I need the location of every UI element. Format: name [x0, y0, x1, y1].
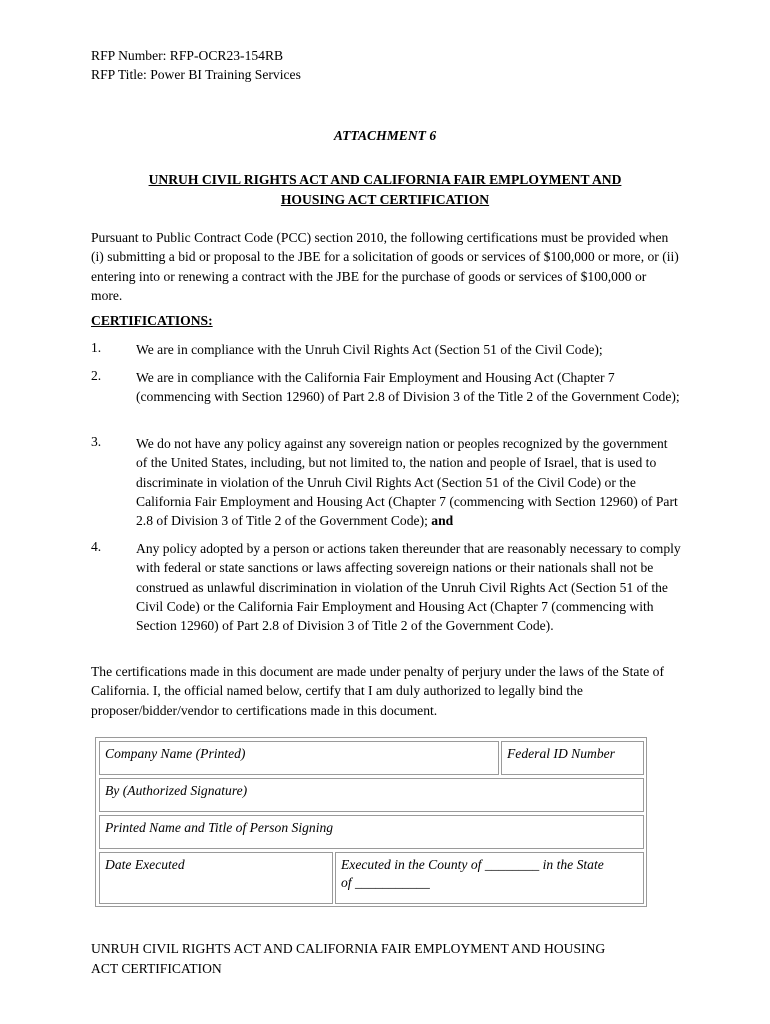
- rfp-header: [91, 46, 301, 84]
- rfp-number: RFP Number: RFP-OCR23-154RB: [91, 48, 284, 63]
- certification-item-2: [91, 368, 681, 407]
- item-number: 1.: [91, 340, 102, 355]
- federal-id-field[interactable]: [501, 741, 644, 775]
- certification-item-3: [91, 434, 681, 530]
- printed-name-label: Printed Name and Title of Person Signing: [105, 820, 334, 835]
- rfp-title: RFP Title: Power BI Training Services: [91, 67, 301, 82]
- date-executed-field[interactable]: [99, 852, 333, 904]
- certification-item-1: [91, 340, 681, 359]
- item-suffix: and: [431, 513, 454, 529]
- item-text: We do not have any policy against any sovereign nation or peoples recognized by the government of the United States, including, but not limited to, the nation and people of Israel, that is used to discriminate in violation of the Unruh Civil Rights Act (Section 51 of the Civil Code) or the California Fair Employment and Housing Act (Chapter 7 (commencing with Section 12960) of Part 2.8 of Division 3 of Title 2 of the Government Code);: [136, 436, 678, 529]
- closing-paragraph: The certifications made in this document are made under penalty of perjury under the laws of the State of California. I, the official named below, certify that I am duly authorized to legally bind the proposer/bidder/vendor to certifications made in this document.: [91, 664, 665, 718]
- item-text-wrap: [136, 434, 681, 530]
- item-text: We are in compliance with the Unruh Civil Rights Act (Section 51 of the Civil Code);: [136, 342, 603, 357]
- page-footer: [91, 939, 691, 979]
- date-executed-label: Date Executed: [105, 857, 185, 872]
- intro-paragraph: Pursuant to Public Contract Code (PCC) section 2010, the following certifications must be provided when (i) submitting a bid or proposal to the JBE for a solicitation of goods or services of $100,000 or more, or (ii) entering into or renewing a contract with the JBE for the purchase of goods or services of $100,000 or more.: [91, 230, 679, 303]
- document-title: [91, 170, 679, 210]
- footer-line-1: UNRUH CIVIL RIGHTS ACT AND CALIFORNIA FAIR EMPLOYMENT AND HOUSING: [91, 941, 606, 956]
- attachment-label: ATTACHMENT 6: [333, 128, 437, 143]
- title-line-2: HOUSING ACT CERTIFICATION: [280, 192, 490, 207]
- county-label-line-2: of ___________: [341, 875, 430, 890]
- county-label-line-1: Executed in the County of ________ in the State: [341, 857, 604, 872]
- certification-item-4: [91, 539, 681, 635]
- item-number: 3.: [91, 434, 102, 449]
- printed-name-field[interactable]: [99, 815, 644, 849]
- title-line-1: UNRUH CIVIL RIGHTS ACT AND CALIFORNIA FAIR EMPLOYMENT AND: [148, 172, 622, 187]
- authorized-signature-field[interactable]: [99, 778, 644, 812]
- signature-form: [95, 737, 647, 907]
- signature-label: By (Authorized Signature): [105, 783, 248, 798]
- item-number: 2.: [91, 368, 102, 383]
- company-name-field[interactable]: [99, 741, 499, 775]
- executed-county-field[interactable]: [335, 852, 644, 904]
- federal-id-label: Federal ID Number: [507, 746, 615, 761]
- footer-line-2: ACT CERTIFICATION: [91, 961, 222, 976]
- item-text: We are in compliance with the California Fair Employment and Housing Act (Chapter 7 (commencing with Section 12960) of Part 2.8 of Division 3 of the Title 2 of the Government Code);: [136, 370, 680, 405]
- item-text: Any policy adopted by a person or actions taken thereunder that are reasonably necessary to comply with federal or state sanctions or laws affecting sovereign nations or their nationals shall not be construed as unlawful discrimination in violation of the Unruh Civil Rights Act (Section 51 of the Civil Code) or the California Fair Employment and Housing Act (Chapter 7 (commencing with Section 12960) of Part 2.8 of Division 3 of Title 2 of the Government Code).: [136, 541, 681, 634]
- certifications-heading: CERTIFICATIONS:: [91, 313, 213, 328]
- item-number: 4.: [91, 539, 102, 554]
- company-name-label: Company Name (Printed): [105, 746, 246, 761]
